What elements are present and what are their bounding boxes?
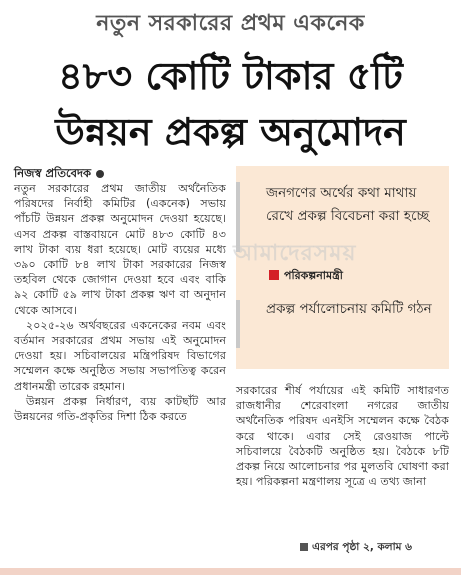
quote-source: পরিকল্পনামন্ত্রী: [284, 269, 343, 282]
subhead-bar: [236, 300, 240, 348]
kicker: নতুন সরকারের প্রথম একনেক: [96, 11, 365, 36]
headline: [0, 48, 461, 160]
square-icon: [300, 543, 308, 551]
subhead: প্রকল্প পর্যালোচনায় কমিটি গঠন: [266, 301, 432, 317]
pull-quote: জনগণের অর্থের কথা মাথায় রেখে প্রকল্প বিবেচনা করা হচ্ছে: [266, 185, 430, 224]
watermark-logo: আমাদেরসময়: [233, 241, 357, 266]
paragraph: নতুন সরকারের প্রথম জাতীয় অর্থনৈতিক পরিষদের নির্বাহী কমিটির (একনেক) সভায় পাঁচটি উন্নয়ন প্রকল্প অনুমোদন দেওয়া হয়েছে। এসব প্রকল্প বাস্তবায়নে মোট ৪৮৩ কোটি ৪৩ লাখ টাকা ব্যয় ধরা হয়েছে। মোট ব্যয়ের মধ্যে ৩৯০ কোটি ৮৪ লাখ টাকা সরকারের নিজস্ব তহবিল থেকে জোগান দেওয়া হবে এবং বাকি ৯২ কোটি ৫৯ লাখ টাকা প্রকল্প ঋণ বা অনুদান থেকে আসবে।: [14, 182, 226, 317]
headline-line-2: উন্নয়ন প্রকল্প অনুমোদন: [55, 110, 406, 154]
bottom-strip: [0, 568, 461, 575]
article-column-left: [14, 181, 226, 424]
article-column-right: সরকারের শীর্ষ পর্যায়ের এই কমিটি সাধারণত রাজধানীর শেরেবাংলা নগরের জাতীয় অর্থনৈতিক পরিষদ এনইসি সম্মেলন কক্ষে বৈঠক করে থাকে। এবার সেই রেওয়াজ পাল্টে সচিবালয়ে বৈঠকটি অনুষ্ঠিত হয়। বৈঠকে ৮টি প্রকল্প নিয়ে আলোচনার পর মুলতবি ঘোষণা করা হয়। পরিকল্পনা মন্ত্রণালয় সূত্রে এ তথ্য জানা: [236, 384, 449, 489]
continuation-text: এরপর পৃষ্ঠা ২, কলাম ৬: [312, 541, 412, 553]
bullet-icon: [96, 170, 104, 178]
paragraph: ২০২৫-২৬ অর্থবছরের একনেকের নবম এবং বর্তমান সরকারের প্রথম সভায় এই অনুমোদন দেওয়া হয়। সচিবালয়ের মন্ত্রিপরিষদ বিভাগের সম্মেলন কক্ষে অনুষ্ঠিত সভায় সভাপতিত্ব করেন প্রধানমন্ত্রী তারেক রহমান।: [14, 318, 226, 393]
headline-line-1: ৪৮৩ কোটি টাকার ৫টি: [58, 54, 403, 98]
paragraph: উন্নয়ন প্রকল্প নির্ধারণ, ব্যয় কাটছাঁট আর উন্নয়নের গতি-প্রকৃতির দিশা ঠিক করতে: [14, 394, 226, 424]
byline-text: নিজস্ব প্রতিবেদক: [14, 166, 92, 180]
continuation-note: [300, 540, 412, 557]
